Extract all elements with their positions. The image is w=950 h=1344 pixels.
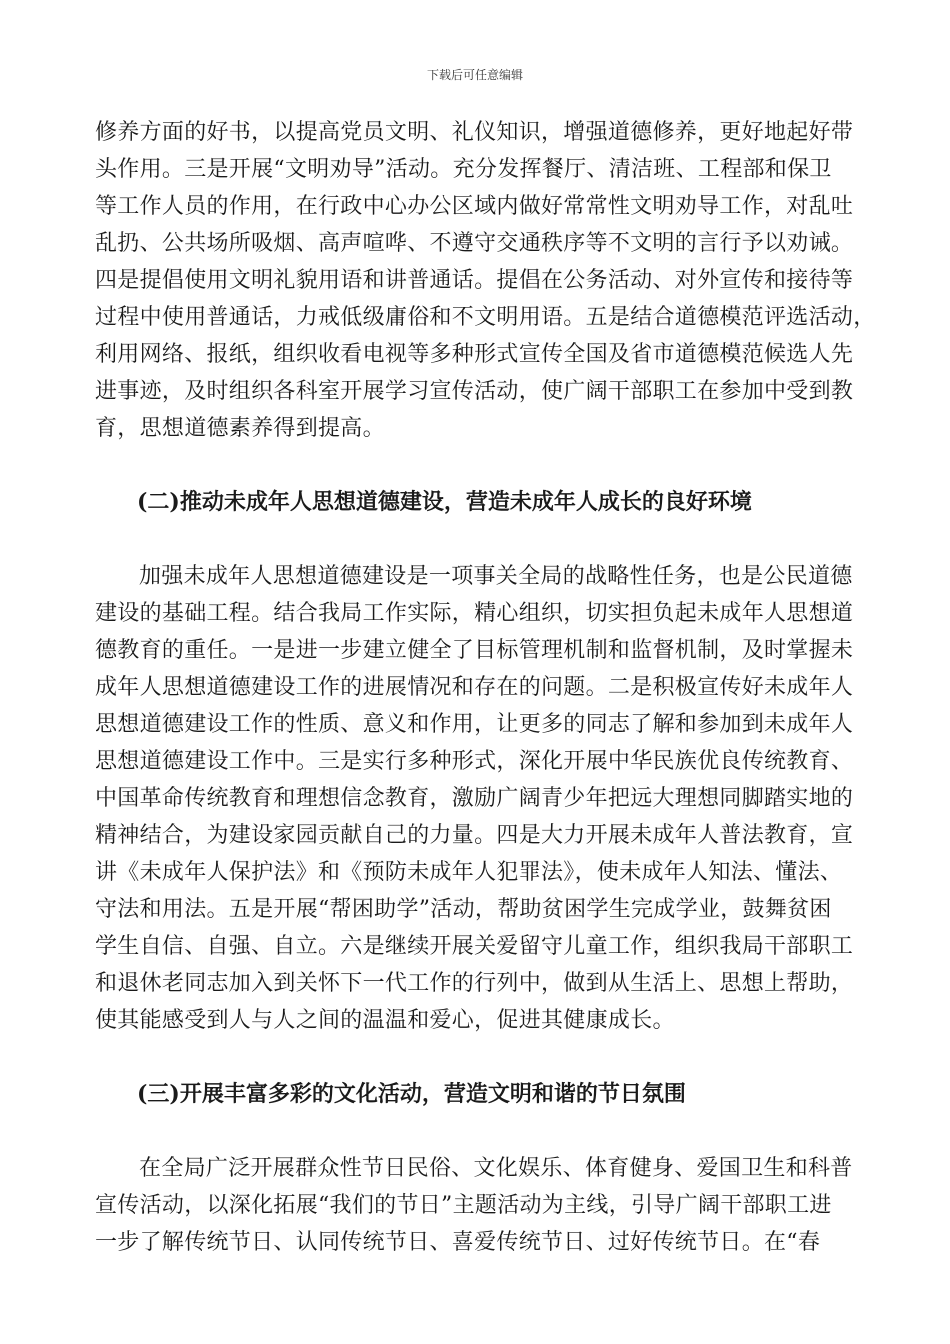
text-line: 宣传活动，以深化拓展“我们的节日”主题活动为主线，引导广阔干部职工进 bbox=[95, 1193, 832, 1218]
spacer bbox=[95, 521, 855, 558]
text-line: 利用网络、报纸，组织收看电视等多种形式宣传全国及省市道德模范候选人先 bbox=[95, 342, 854, 367]
text-line: 加强未成年人思想道德建设是一项事关全局的战略性任务，也是公民道德 bbox=[139, 564, 853, 589]
text-line: 等工作人员的作用，在行政中心办公区域内做好常常性文明劝导工作，对乱吐 bbox=[95, 194, 854, 219]
text-line: 中国革命传统教育和理想信念教育，激励广阔青少年把远大理想同脚踏实地的 bbox=[95, 786, 854, 811]
text-line: 进事迹，及时组织各科室开展学习宣传活动，使广阔干部职工在参加中受到教 bbox=[95, 379, 854, 404]
paragraph-1 bbox=[95, 114, 876, 447]
document-body bbox=[95, 114, 876, 1261]
text-line: 四是提倡使用文明礼貌用语和讲普通话。提倡在公务活动、对外宣传和接待等 bbox=[95, 268, 854, 293]
section-heading-3: (三)开展丰富多彩的文化活动，营造文明和谐的节日氛围 bbox=[137, 1081, 686, 1107]
spacer bbox=[95, 1039, 855, 1076]
page-header: 下载后可任意编辑 bbox=[426, 68, 523, 82]
text-line: 思想道德建设工作的性质、意义和作用，让更多的同志了解和参加到未成年人 bbox=[95, 712, 854, 737]
text-line: 学生自信、自强、自立。六是继续开展关爱留守儿童工作，组织我局干部职工 bbox=[95, 934, 854, 959]
text-line: 头作用。三是开展“文明劝导”活动。充分发挥餐厅、清洁班、工程部和保卫 bbox=[95, 157, 832, 182]
text-line: 过程中使用普通话，力戒低级庸俗和不文明用语。五是结合道德模范评选活动， bbox=[95, 305, 876, 330]
text-line: 建设的基础工程。结合我局工作实际，精心组织，切实担负起未成年人思想道 bbox=[95, 601, 854, 626]
text-line: 一步了解传统节日、认同传统节日、喜爱传统节日、过好传统节日。在“春 bbox=[95, 1230, 821, 1255]
text-line: 成年人思想道德建设工作的进展情况和存在的问题。二是积极宣传好未成年人 bbox=[95, 675, 854, 700]
text-line: 使其能感受到人与人之间的温温和爱心，促进其健康成长。 bbox=[95, 1008, 675, 1033]
text-line: 和退休老同志加入到关怀下一代工作的行列中，做到从生活上、思想上帮助， bbox=[95, 971, 854, 996]
paragraph-2 bbox=[95, 558, 855, 1039]
text-line: 在全局广泛开展群众性节日民俗、文化娱乐、体育健身、爱国卫生和科普 bbox=[139, 1156, 853, 1181]
section-heading-2: (二)推动未成年人思想道德建设，营造未成年人成长的良好环境 bbox=[137, 489, 752, 515]
text-line: 育，思想道德素养得到提高。 bbox=[95, 416, 385, 441]
text-line: 守法和用法。五是开展“帮困助学”活动，帮助贫困学生完成学业，鼓舞贫困 bbox=[95, 897, 832, 922]
text-line: 思想道德建设工作中。三是实行多种形式，深化开展中华民族优良传统教育、 bbox=[95, 749, 854, 774]
text-line: 修养方面的好书，以提高党员文明、礼仪知识，增强道德修养，更好地起好带 bbox=[95, 120, 854, 145]
text-line: 精神结合，为建设家园贡献自己的力量。四是大力开展未成年人普法教育，宣 bbox=[95, 823, 854, 848]
spacer bbox=[95, 1113, 855, 1150]
text-line: 乱扔、公共场所吸烟、高声喧哗、不遵守交通秩序等不文明的言行予以劝诫。 bbox=[95, 231, 854, 256]
text-line: 德教育的重任。一是进一步建立健全了目标管理机制和监督机制，及时掌握未 bbox=[95, 638, 854, 663]
spacer bbox=[95, 447, 855, 484]
paragraph-3 bbox=[95, 1150, 855, 1261]
text-line: 讲《未成年人保护法》和《预防未成年人犯罪法》，使未成年人知法、懂法、 bbox=[95, 860, 843, 885]
